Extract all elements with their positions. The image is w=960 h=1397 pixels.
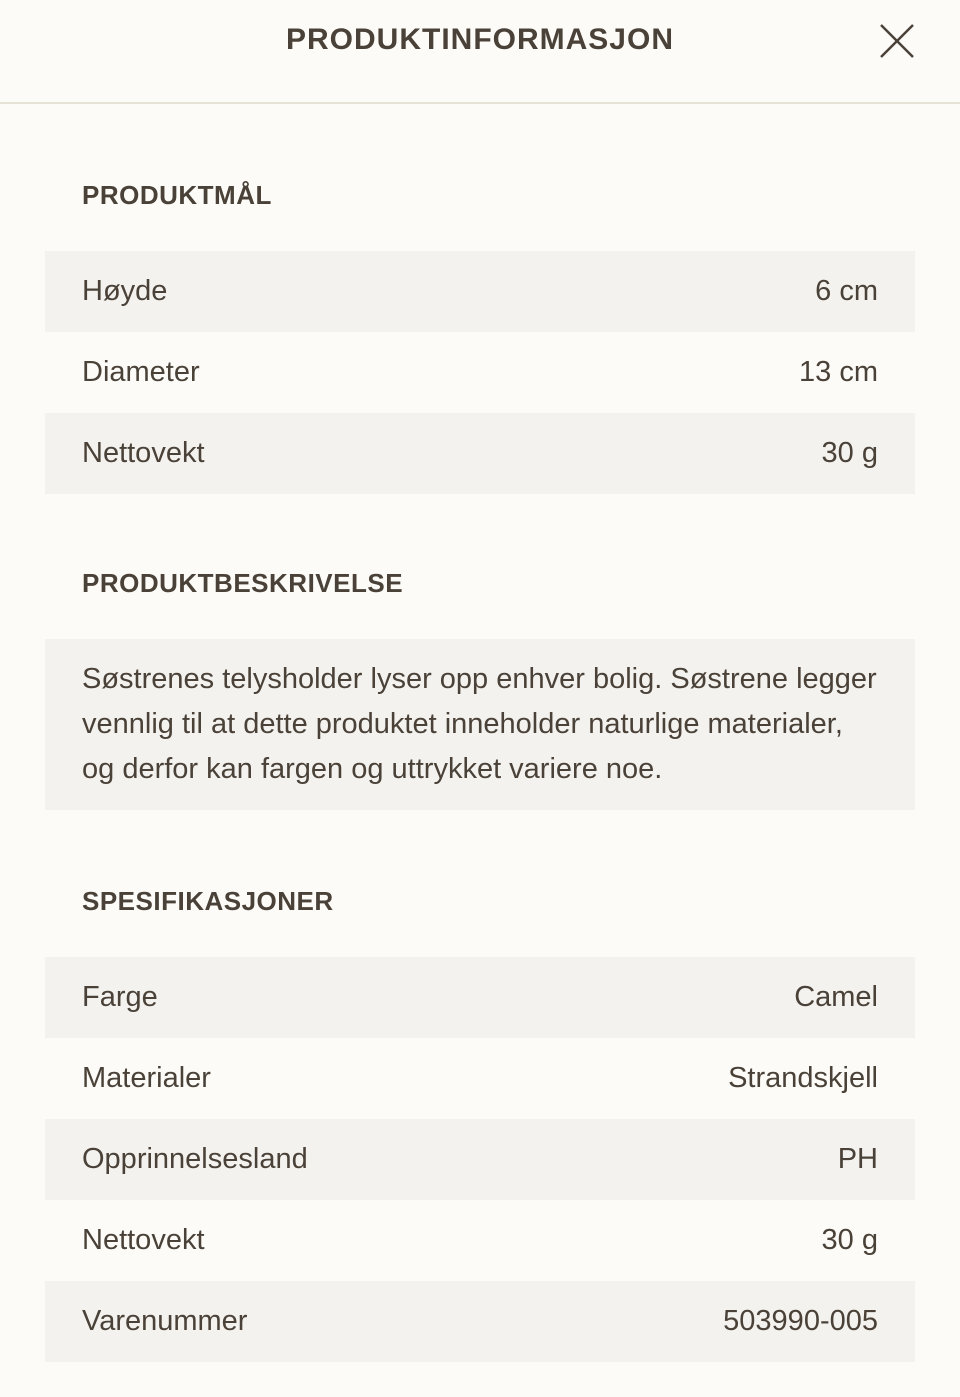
row-value: PH: [837, 1143, 878, 1175]
close-button[interactable]: [878, 22, 916, 60]
row-value: Strandskjell: [728, 1062, 878, 1094]
specifications-section-title: SPESIFIKASJONER: [82, 886, 334, 916]
row-label: Varenummer: [82, 1305, 248, 1337]
row-value: 6 cm: [815, 275, 878, 307]
row-value: 503990-005: [723, 1305, 878, 1337]
dimensions-section-title: PRODUKTMÅL: [82, 180, 272, 210]
page-title: PRODUKTINFORMASJON: [285, 23, 674, 56]
table-row: [45, 1200, 915, 1281]
row-label: Farge: [82, 981, 158, 1013]
description-text: Søstrenes telysholder lyser opp enhver bolig. Søstrene legger vennlig til at dette produktet inneholder naturlige materialer, og derfor kan fargen og uttrykket variere noe.: [45, 639, 915, 810]
row-label: Høyde: [82, 275, 168, 307]
close-icon: [878, 22, 916, 60]
specifications-table: [45, 957, 915, 1362]
row-value: Camel: [794, 981, 878, 1013]
row-label: Nettovekt: [82, 437, 205, 469]
row-label: Opprinnelsesland: [82, 1143, 308, 1175]
table-row: [45, 1038, 915, 1119]
table-row: [45, 1119, 915, 1200]
description-section-title: PRODUKTBESKRIVELSE: [82, 568, 404, 598]
dimensions-table: [45, 251, 915, 494]
row-value: 30 g: [821, 437, 878, 469]
row-label: Diameter: [82, 356, 200, 388]
row-value: 13 cm: [799, 356, 878, 388]
table-row: [45, 332, 915, 413]
row-label: Materialer: [82, 1062, 211, 1094]
modal-header: [0, 0, 960, 104]
row-value: 30 g: [821, 1224, 878, 1256]
table-row: [45, 957, 915, 1038]
table-row: [45, 1281, 915, 1362]
row-label: Nettovekt: [82, 1224, 205, 1256]
table-row: [45, 413, 915, 494]
table-row: [45, 251, 915, 332]
